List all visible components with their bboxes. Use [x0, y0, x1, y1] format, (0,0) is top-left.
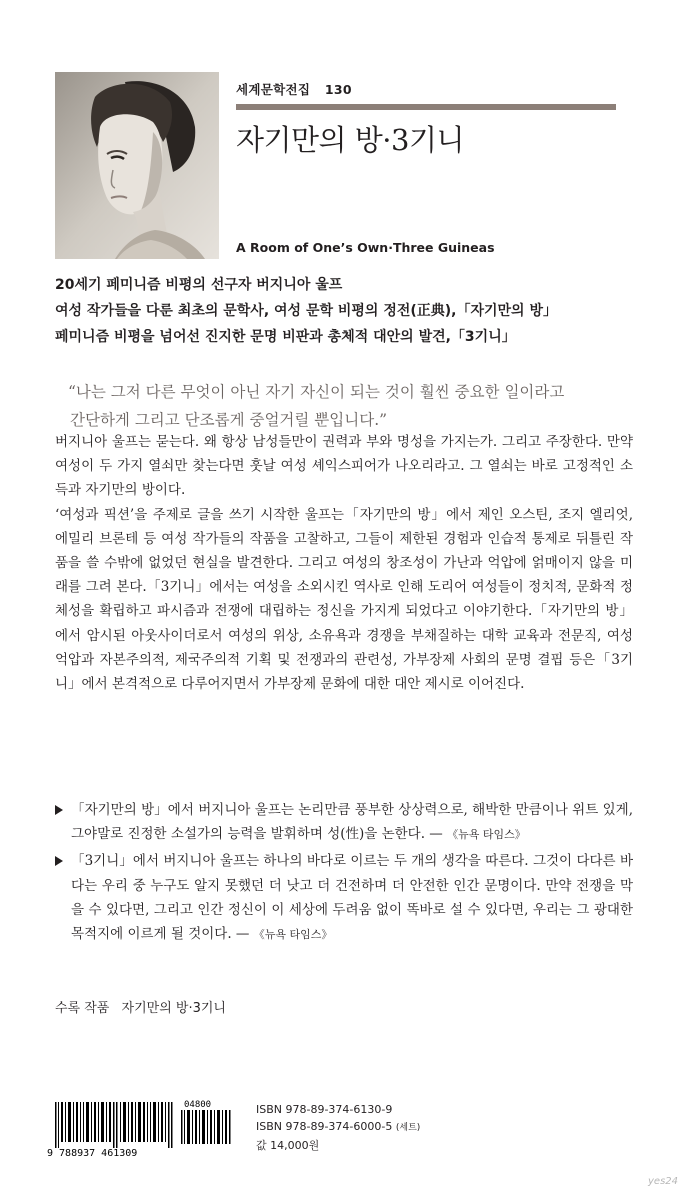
- description-body: [55, 430, 633, 696]
- isbn-line-set: [256, 1118, 420, 1137]
- series-info: [236, 80, 352, 98]
- isbn-block: [256, 1101, 420, 1154]
- series-number: 130: [324, 82, 352, 97]
- quote-line: “나는 그저 다른 무엇이 아닌 자기 자신이 되는 것이 훨씬 중요한 일이라고: [68, 383, 565, 401]
- review-source: 《뉴욕 타임스》: [447, 828, 526, 842]
- price-label: 값 14,000원: [256, 1139, 320, 1152]
- tagline: 20세기 페미니즘 비평의 선구자 버지니아 울프: [55, 277, 343, 293]
- triangle-bullet-icon: [55, 805, 63, 815]
- isbn-barcode: [44, 1098, 244, 1160]
- barcode-icon: [44, 1098, 244, 1160]
- body-paragraph: ‘여성과 픽션’을 주제로 글을 쓰기 시작한 울프는「자기만의 방」에서 제인 오스틴, 조지 엘리엇, 에밀리 브론테 등 여성 작가들의 작품을 고찰하고, 그들이 제한된 경험과 인습적 통제로 뒤틀린 작품을 쓸 수밖에 없었던 현실을 발견한다. 그리고 여성의 창조성이 가난과 억압에 얽매이지 않을 미래를 그려 본다.「3기니」에서는 여성을 소외시킨 역사로 인해 도리어 여성들이 정치적, 문화적 정체성을 확립하고 파시즘과 전쟁에 대립하는 정신을 가지게 되었다고 이야기한다.「자기만의 방」에서 암시된 아웃사이더로서 여성의 위상, 소유욕과 경쟁을 부채질하는 대학 교육과 전문직, 여성 억압과 자본주의적, 제국주의적 기획 및 전쟁과의 관련성, 가부장제 사회의 문명 결핍 등은「3기니」에서 본격적으로 다루어지면서 가부장제 문화에 대한 대안 제시로 이어진다.: [55, 506, 633, 693]
- tagline-list: [55, 272, 557, 350]
- barcode-addon: 04800: [184, 1100, 212, 1110]
- tagline: 페미니즘 비평을 넘어선 진지한 문명 비판과 총체적 대안의 발견,「3기니」: [55, 329, 516, 345]
- review-item: [55, 849, 633, 947]
- quote-line: 간단하게 그리고 단조롭게 중얼거릴 뿐입니다.”: [70, 411, 388, 429]
- tagline: 여성 작가들을 다룬 최초의 문학사, 여성 문학 비평의 정전(正典),「자기만의 방」: [55, 303, 557, 319]
- contents-label: 수록 작품: [55, 1001, 110, 1016]
- review-item: [55, 798, 633, 847]
- review-text: 「3기니」에서 버지니아 울프는 하나의 바다로 이르는 두 개의 생각을 따른다. 그것이 다다른 바다는 우리 중 누구도 알지 못했던 더 낫고 더 건전하며 더 안전한 인간 문명이다. 만약 전쟁을 막을 수 있다면, 그리고 인간 정신이 이 세상에 두려움 없이 똑바로 설 수 있다면, 우리는 그 광대한 목적지에 이르게 될 것이다. —: [71, 853, 633, 943]
- body-paragraph: 버지니아 울프는 묻는다. 왜 항상 남성들만이 권력과 부와 명성을 가지는가. 그리고 주장한다. 만약 여성이 두 가지 열쇠만 찾는다면 훗날 여성 셰익스피어가 나오리라고. 그 열쇠는 바로 고정적인 소득과 자기만의 방이다.: [55, 434, 633, 499]
- header-rule: [236, 104, 616, 110]
- triangle-bullet-icon: [55, 856, 63, 866]
- isbn-set-tag: (세트): [395, 1123, 421, 1133]
- book-subtitle: A Room of One’s Own·Three Guineas: [236, 240, 495, 255]
- contents-works: 자기만의 방·3기니: [121, 1001, 226, 1016]
- series-name: 세계문학전집: [236, 82, 311, 97]
- isbn-line: ISBN 978-89-374-6130-9: [256, 1103, 393, 1116]
- barcode-digits: 9 788937 461309: [47, 1148, 138, 1159]
- book-title: 자기만의 방·3기니: [236, 123, 464, 157]
- review-text: 「자기만의 방」에서 버지니아 울프는 논리만큼 풍부한 상상력으로, 해박한 만큼이나 위트 있게, 그야말로 진정한 소설가의 능력을 발휘하며 성(性)을 논한다. —: [71, 802, 633, 843]
- author-portrait-image: [55, 72, 219, 259]
- review-source: 《뉴욕 타임스》: [253, 928, 333, 942]
- pull-quote: [68, 378, 648, 434]
- isbn-line: ISBN 978-89-374-6000-5: [256, 1120, 393, 1133]
- review-list: [55, 798, 633, 949]
- watermark: yes24: [648, 1176, 679, 1187]
- author-portrait: [55, 72, 219, 259]
- contents-line: [55, 997, 226, 1016]
